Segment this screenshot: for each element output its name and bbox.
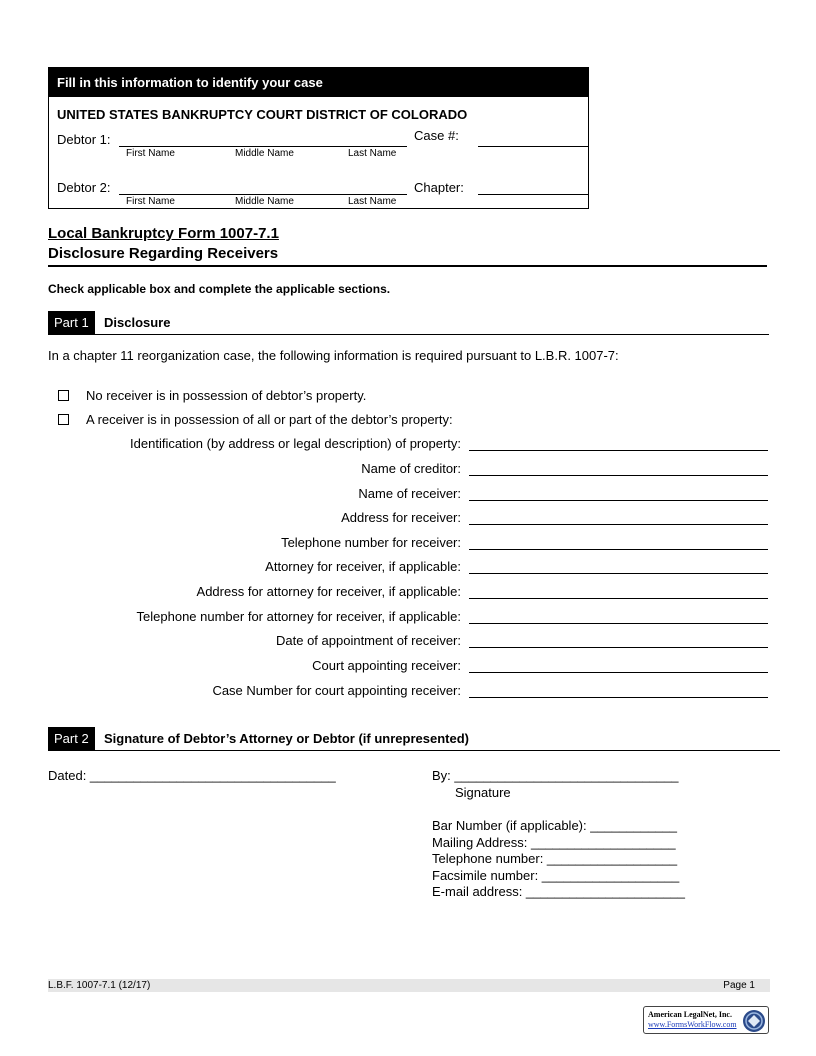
part2-tag: Part 2 xyxy=(48,727,95,751)
field-name-of-receiver[interactable] xyxy=(48,486,768,504)
field-input-line[interactable] xyxy=(469,573,768,574)
field-attorney-telephone[interactable] xyxy=(48,609,768,627)
logo-website-link[interactable]: www.FormsWorkFlow.com xyxy=(648,1020,737,1029)
field-label: Address for receiver: xyxy=(341,510,461,525)
american-legalnet-logo[interactable] xyxy=(643,1006,769,1034)
title-divider xyxy=(48,265,767,267)
field-label: Court appointing receiver: xyxy=(312,658,461,673)
part1-header xyxy=(48,311,769,335)
facsimile-field[interactable]: Facsimile number: ___________________ xyxy=(432,868,680,883)
field-label: Name of creditor: xyxy=(361,461,461,476)
option-receiver-in-possession-label: A receiver is in possession of all or part of the debtor’s property: xyxy=(86,412,453,427)
field-label: Telephone number for receiver: xyxy=(281,535,461,550)
debtor1-first-name-caption: First Name xyxy=(126,148,175,159)
debtor2-first-name-caption: First Name xyxy=(126,196,175,207)
field-input-line[interactable] xyxy=(469,697,768,698)
field-input-line[interactable] xyxy=(469,623,768,624)
mailing-address-field[interactable]: Mailing Address: ____________________ xyxy=(432,835,676,850)
option-no-receiver[interactable] xyxy=(58,388,366,403)
debtor2-last-name-caption: Last Name xyxy=(348,196,397,207)
field-label: Identification (by address or legal description) of property: xyxy=(130,436,461,451)
footer-page-number: Page 1 xyxy=(723,980,755,991)
part1-intro: In a chapter 11 reorganization case, the following information is required pursuant to L.B.R. 1007-7: xyxy=(48,348,619,363)
court-name: UNITED STATES BANKRUPTCY COURT DISTRICT OF COLORADO xyxy=(57,107,468,122)
field-address-of-receiver[interactable] xyxy=(48,510,768,528)
logo-company-name: American LegalNet, Inc. xyxy=(648,1010,732,1019)
footer-form-id: L.B.F. 1007-7.1 (12/17) xyxy=(48,980,151,991)
field-label: Name of receiver: xyxy=(358,486,461,501)
signature-caption: Signature xyxy=(455,785,511,800)
debtor2-name-field[interactable] xyxy=(119,194,407,195)
field-property-identification[interactable] xyxy=(48,436,768,454)
field-input-line[interactable] xyxy=(469,475,768,476)
debtor1-label: Debtor 1: xyxy=(57,132,111,147)
globe-icon xyxy=(742,1009,766,1033)
field-name-of-creditor[interactable] xyxy=(48,461,768,479)
part1-tag: Part 1 xyxy=(48,311,95,335)
field-input-line[interactable] xyxy=(469,549,768,550)
field-attorney-address[interactable] xyxy=(48,584,768,602)
instruction-text: Check applicable box and complete the applicable sections. xyxy=(48,282,391,296)
field-court-case-number[interactable] xyxy=(48,683,768,701)
bar-number-field[interactable]: Bar Number (if applicable): ____________ xyxy=(432,818,677,833)
field-appointing-court[interactable] xyxy=(48,658,768,676)
signature-field[interactable]: By: _______________________________ xyxy=(432,768,679,783)
option-receiver-in-possession[interactable] xyxy=(58,412,453,427)
field-input-line[interactable] xyxy=(469,598,768,599)
email-field[interactable]: E-mail address: ______________________ xyxy=(432,884,685,899)
field-receiver-attorney[interactable] xyxy=(48,559,768,577)
chapter-field[interactable] xyxy=(478,194,589,195)
field-input-line[interactable] xyxy=(469,500,768,501)
debtor1-last-name-caption: Last Name xyxy=(348,148,397,159)
field-receiver-telephone[interactable] xyxy=(48,535,768,553)
field-label: Date of appointment of receiver: xyxy=(276,633,461,648)
checkbox-no-receiver[interactable] xyxy=(58,390,69,401)
part2-title: Signature of Debtor’s Attorney or Debtor (if unrepresented) xyxy=(104,731,469,746)
field-label: Attorney for receiver, if applicable: xyxy=(265,559,461,574)
field-input-line[interactable] xyxy=(469,450,768,451)
option-no-receiver-label: No receiver is in possession of debtor’s property. xyxy=(86,388,367,403)
field-label: Address for attorney for receiver, if applicable: xyxy=(196,584,461,599)
dated-field[interactable]: Dated: __________________________________ xyxy=(48,768,336,783)
case-box-header: Fill in this information to identify your case xyxy=(49,68,588,97)
debtor1-middle-name-caption: Middle Name xyxy=(235,148,294,159)
form-title: Local Bankruptcy Form 1007-7.1 xyxy=(48,225,279,242)
part2-header xyxy=(48,727,780,751)
checkbox-receiver-in-possession[interactable] xyxy=(58,414,69,425)
case-number-field[interactable] xyxy=(478,146,589,147)
case-number-label: Case #: xyxy=(414,128,459,143)
debtor2-middle-name-caption: Middle Name xyxy=(235,196,294,207)
field-label: Case Number for court appointing receiver: xyxy=(212,683,461,698)
field-label: Telephone number for attorney for receiver, if applicable: xyxy=(136,609,461,624)
case-info-box xyxy=(48,67,589,209)
page-footer xyxy=(48,979,770,992)
telephone-field[interactable]: Telephone number: __________________ xyxy=(432,851,678,866)
chapter-label: Chapter: xyxy=(414,180,464,195)
field-input-line[interactable] xyxy=(469,647,768,648)
field-input-line[interactable] xyxy=(469,672,768,673)
form-title-block xyxy=(48,224,279,264)
debtor2-label: Debtor 2: xyxy=(57,180,111,195)
field-input-line[interactable] xyxy=(469,524,768,525)
part1-title: Disclosure xyxy=(104,315,171,330)
debtor1-name-field[interactable] xyxy=(119,146,407,147)
field-appointment-date[interactable] xyxy=(48,633,768,651)
form-subtitle: Disclosure Regarding Receivers xyxy=(48,245,279,262)
